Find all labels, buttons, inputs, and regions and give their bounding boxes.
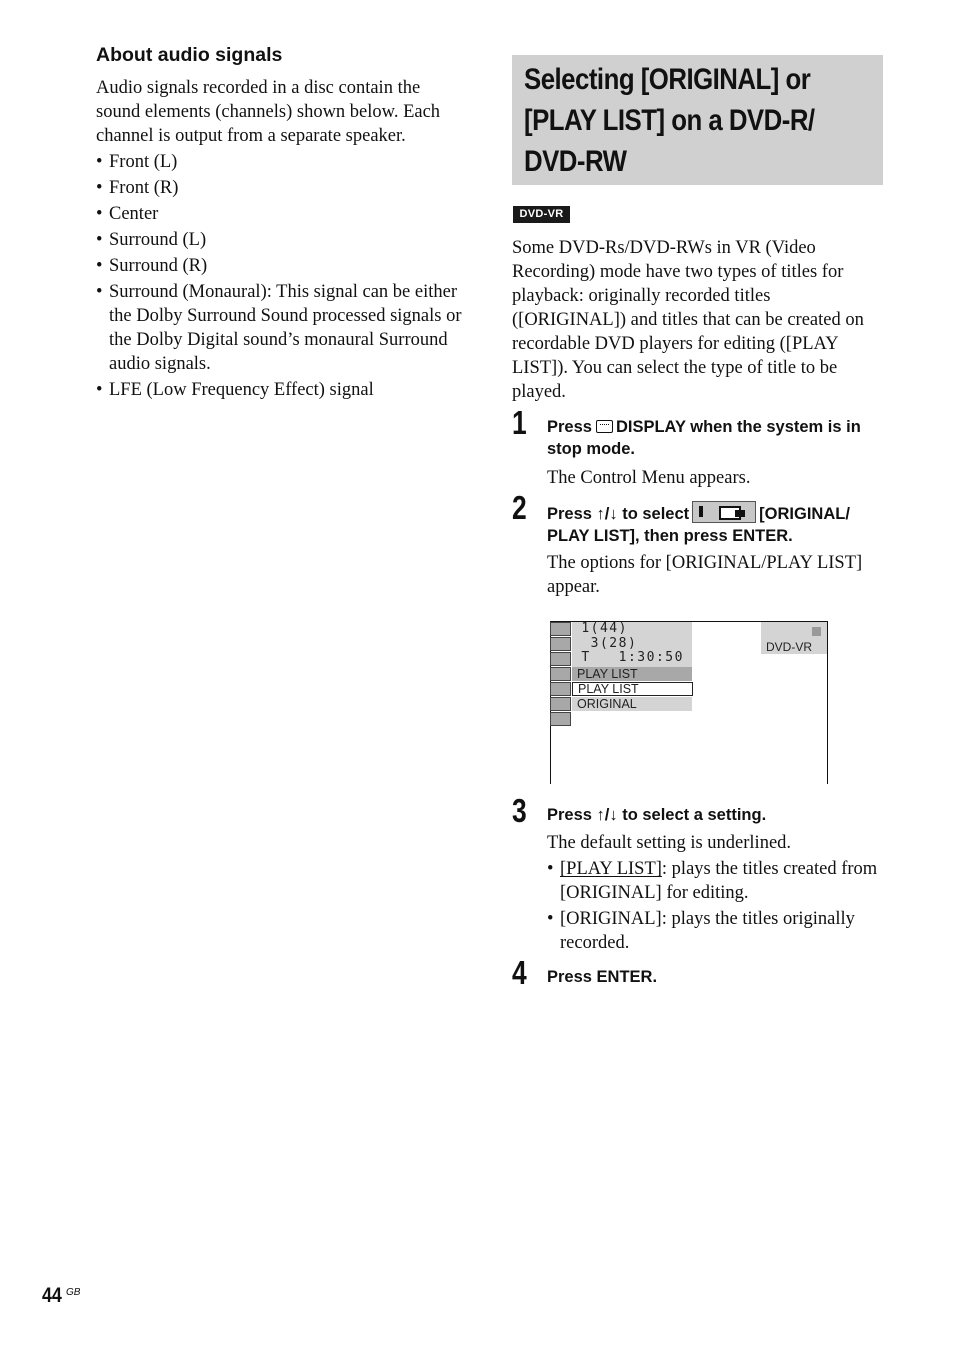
menu-icon-slot — [550, 652, 571, 666]
bullet-item: • LFE (Low Frequency Effect) signal — [96, 380, 374, 400]
section-heading: About audio signals — [96, 44, 283, 66]
bullet-item: • Surround (Monaural): This signal can be either the Dolby Surround Sound processed signals or the Dolby Digital sound’s monaural Surround audio signals. — [96, 282, 462, 374]
bullet-item: • Surround (L) — [96, 230, 207, 250]
page-title: Selecting [ORIGINAL] or [PLAY LIST] on a DVD-R/ DVD-RW — [524, 63, 815, 178]
step-heading: Press ↑/↓ to select a setting. — [547, 806, 767, 824]
bullet-item: • Front (R) — [96, 178, 179, 198]
step-number: 1 — [512, 404, 527, 441]
option-original[interactable]: ORIGINAL — [572, 697, 692, 711]
step-body: The default setting is underlined. — [547, 833, 792, 853]
disc-info-panel — [572, 622, 692, 667]
menu-icon-slot — [550, 712, 571, 726]
time-readout: T 1:30:50 — [572, 650, 684, 665]
option-description: • [ORIGINAL]: plays the titles originally recorded. — [547, 909, 855, 953]
option-play-list[interactable]: PLAY LIST — [572, 682, 693, 696]
dvd-vr-badge: DVD-VR — [513, 206, 570, 223]
step-number: 2 — [512, 489, 527, 526]
menu-icon-slot — [550, 622, 571, 636]
disc-type-indicator: DVD-VR — [761, 622, 827, 654]
step-heading: Press ENTER. — [547, 968, 658, 986]
title-counter: 1(44) — [572, 621, 628, 636]
current-setting: PLAY LIST — [572, 667, 692, 681]
step-body: The Control Menu appears. — [547, 468, 751, 488]
bullet-item: • Surround (R) — [96, 256, 208, 276]
display-button-icon — [596, 420, 613, 433]
page-title-box — [512, 55, 883, 185]
step-heading: Press DISPLAY when the system is in stop mode. — [547, 418, 861, 458]
control-menu-display — [550, 621, 828, 784]
chapter-counter: 3(28) — [572, 635, 638, 651]
bullet-item: • Front (L) — [96, 152, 178, 172]
page-region-suffix: GB — [66, 1287, 81, 1298]
step-heading: Press ↑/↓ to select [ORIGINAL/ PLAY LIST], then press ENTER. — [547, 501, 887, 547]
original-play-list-menu-icon — [692, 501, 756, 523]
menu-icon-slot — [550, 682, 571, 696]
page-number: 44 — [42, 1284, 62, 1307]
audio-intro-paragraph: Audio signals recorded in a disc contain the sound elements (channels) shown below. Each channel is output from a separate speaker. — [96, 78, 441, 146]
menu-icon-slot — [550, 667, 571, 681]
menu-icon-slot — [550, 697, 571, 711]
step-number: 3 — [512, 792, 527, 829]
option-description: • [PLAY LIST]: plays the titles created from [ORIGINAL] for editing. — [547, 859, 878, 903]
step-body: The options for [ORIGINAL/PLAY LIST] appear. — [547, 553, 863, 597]
step-number: 4 — [512, 954, 527, 991]
menu-icon-slot — [550, 637, 571, 651]
intro-paragraph: Some DVD-Rs/DVD-RWs in VR (Video Recording) mode have two types of titles for playback: originally recorded titles ([ORIGINAL]) and titles that can be created on recordable DVD players for editing ([PLAY LIST]). You can select the type of title to be played. — [512, 238, 864, 402]
bullet-item: • Center — [96, 204, 159, 224]
